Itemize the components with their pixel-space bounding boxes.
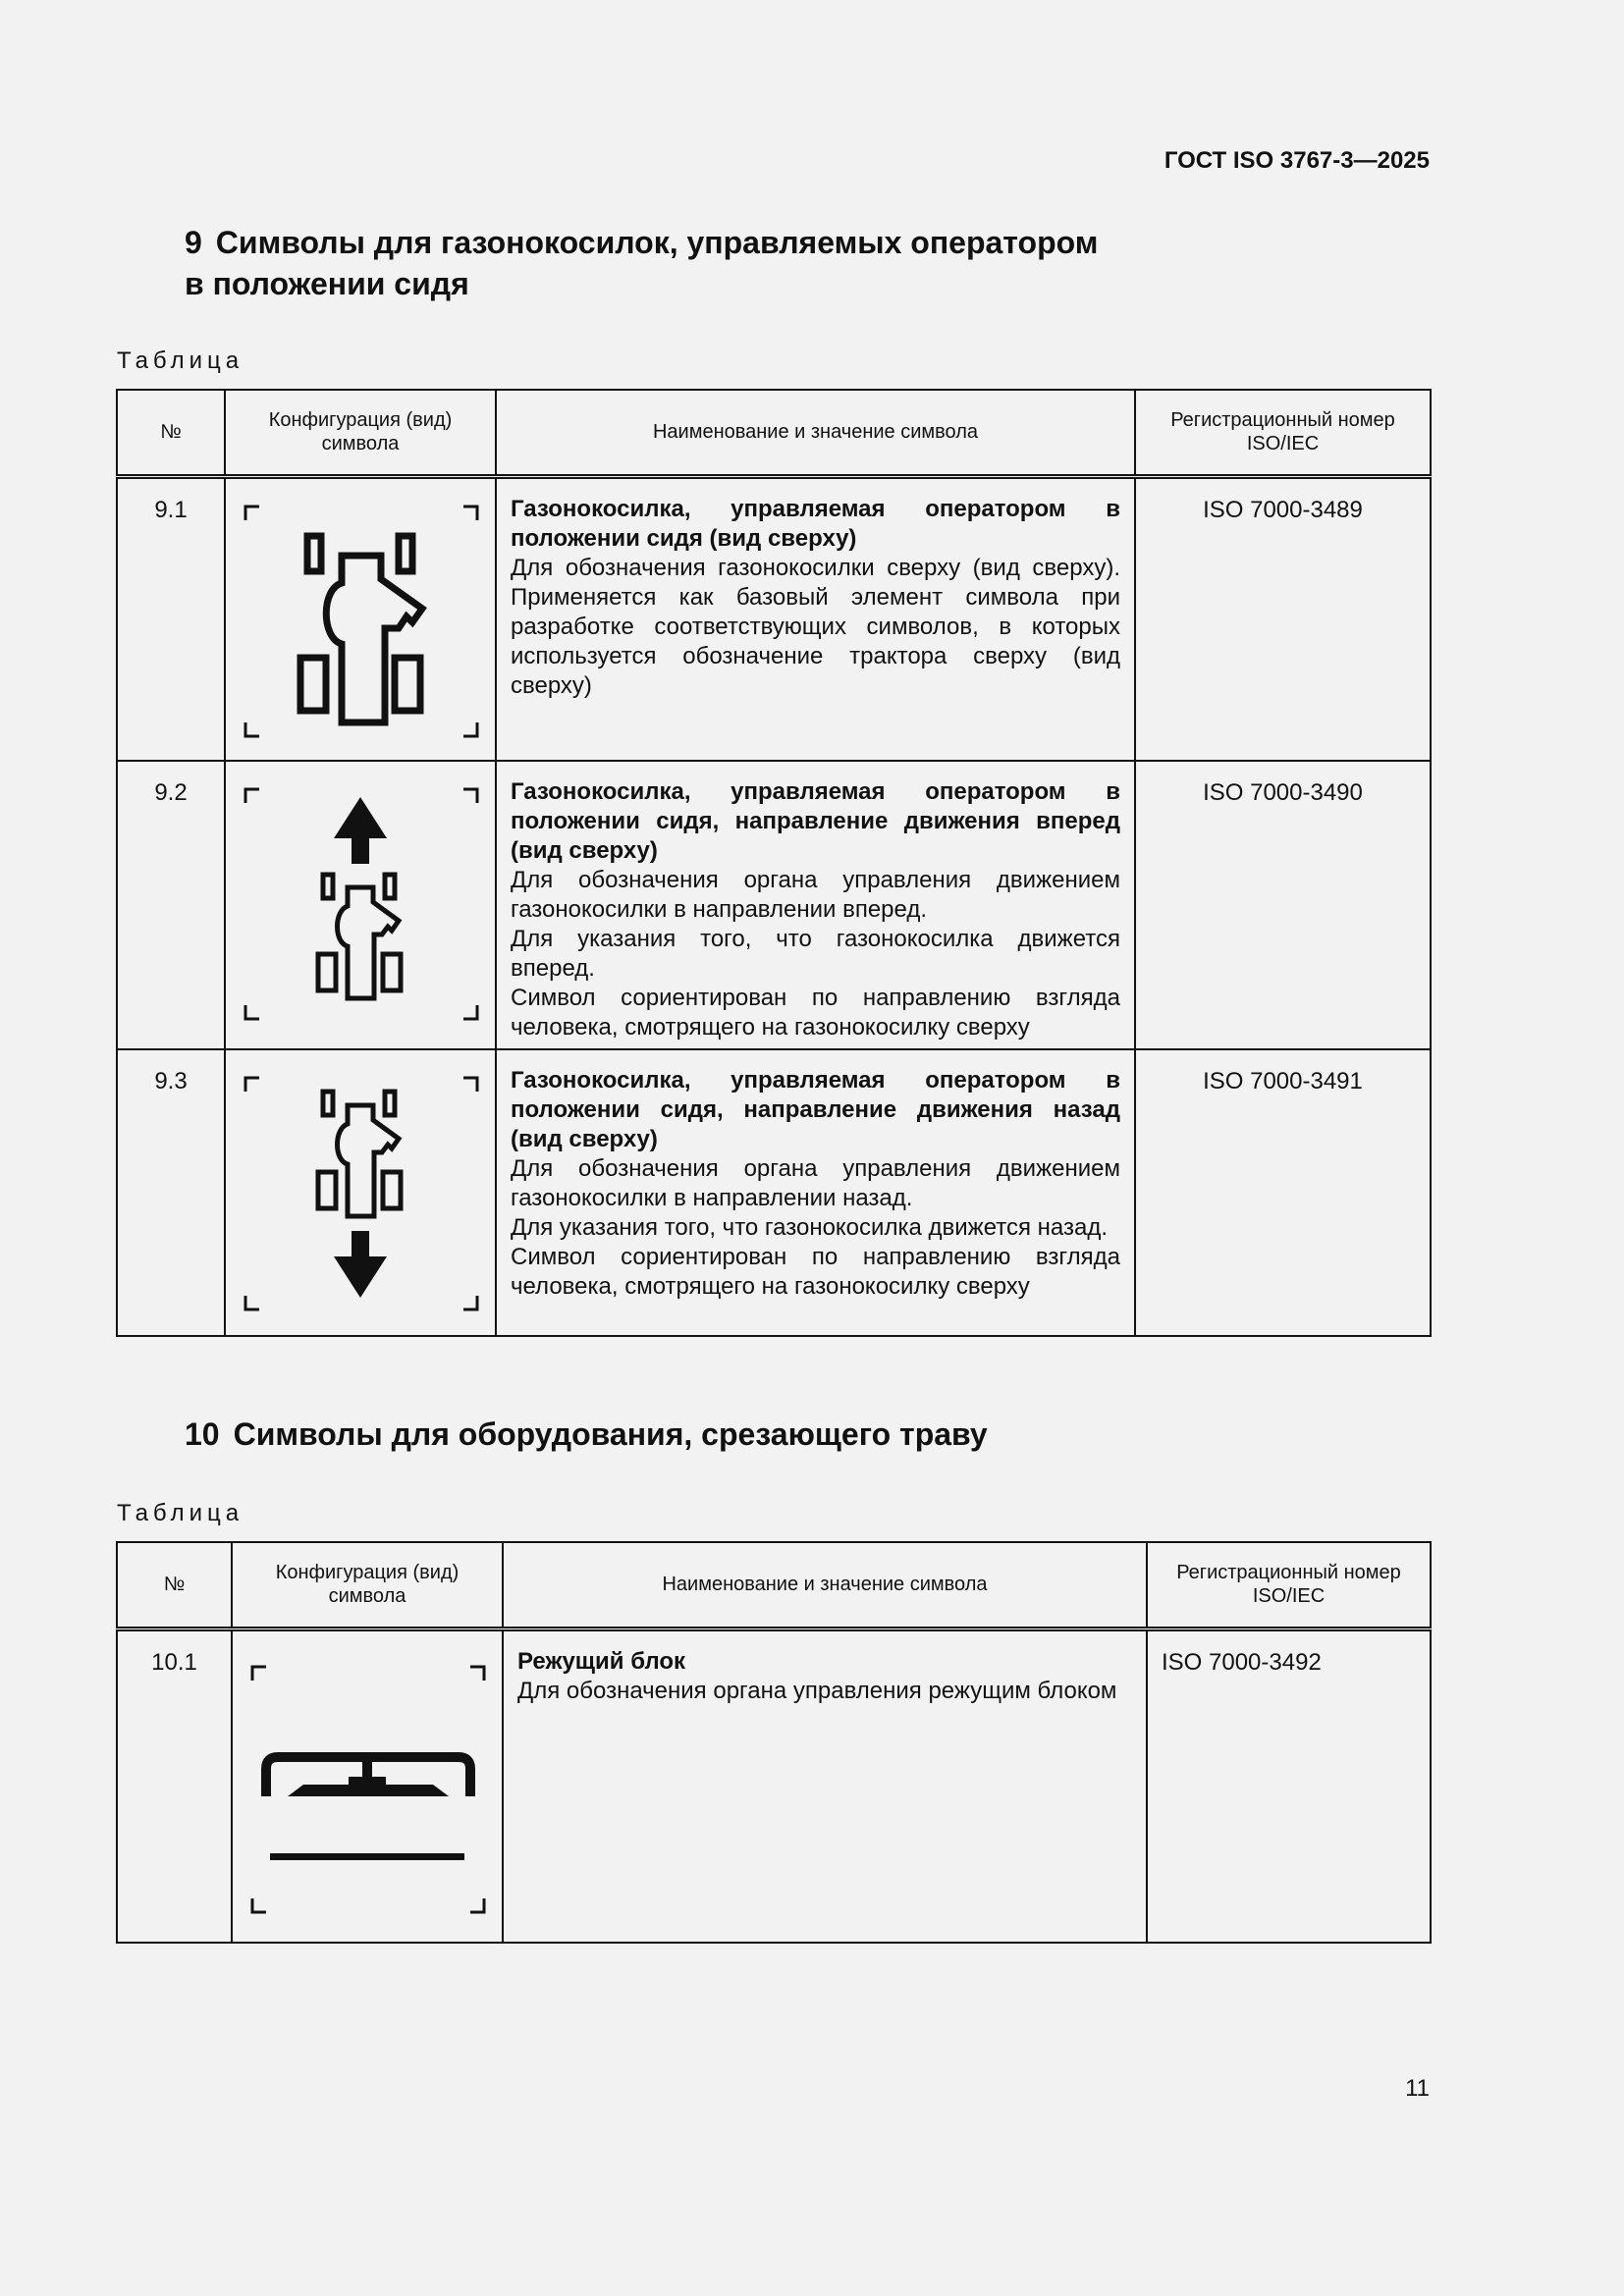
registration-number: ISO 7000-3490: [1135, 761, 1431, 1049]
symbol-cell: [225, 476, 496, 761]
column-header-config: Конфигурация (вид) символа: [225, 390, 496, 476]
column-header-reg: Регистрационный номер ISO/IEC: [1147, 1542, 1431, 1629]
cutting-unit-icon: [233, 1631, 504, 1946]
symbol-name: Газонокосилка, управляемая оператором в положении сидя, направление движения назад (вид сверху): [511, 1067, 1120, 1152]
section-10-title: [185, 1414, 988, 1455]
table-header-row: [117, 390, 1431, 476]
symbols-table-section-9: [116, 389, 1432, 1337]
section-title-line-1: Символы для газонокосилок, управляемых оператором: [215, 225, 1099, 260]
table-row: [117, 476, 1431, 761]
symbol-name: Газонокосилка, управляемая оператором в положении сидя, направление движения вперед (вид сверху): [511, 778, 1120, 864]
symbol-cell: [225, 1049, 496, 1336]
section-title-text: Символы для оборудования, срезающего траву: [233, 1416, 988, 1452]
column-header-no: №: [117, 390, 225, 476]
section-title-line-2: в положении сидя: [185, 266, 469, 301]
row-number: 10.1: [117, 1629, 232, 1943]
column-header-config: Конфигурация (вид) символа: [232, 1542, 503, 1629]
symbol-meaning: Для обозначения органа управления режущим блоком: [517, 1677, 1117, 1704]
symbol-description: [496, 1049, 1135, 1336]
column-header-reg: Регистрационный номер ISO/IEC: [1135, 390, 1431, 476]
mower-reverse-icon: [226, 1050, 497, 1337]
column-header-name: Наименование и значение символа: [496, 390, 1135, 476]
symbol-meaning: Символ сориентирован по направлению взгляда человека, смотрящего на газонокосилку сверху: [511, 985, 1120, 1041]
symbol-name: Газонокосилка, управляемая оператором в положении сидя (вид сверху): [511, 495, 1120, 552]
table-row: [117, 1049, 1431, 1336]
row-number: 9.1: [117, 476, 225, 761]
symbol-description: [503, 1629, 1147, 1943]
section-number: 9: [185, 225, 202, 260]
mower-top-view-icon: [226, 479, 497, 764]
arrow-down-icon: [334, 1231, 387, 1298]
symbol-meaning: Для указания того, что газонокосилка движется назад.: [511, 1214, 1108, 1241]
symbols-table-section-10: [116, 1541, 1432, 1944]
document-standard-number: ГОСТ ISO 3767-3—2025: [1164, 147, 1430, 174]
table-header-row: [117, 1542, 1431, 1629]
section-9-title: [185, 222, 1098, 304]
arrow-up-icon: [334, 797, 387, 864]
table-label: Таблица: [117, 347, 244, 374]
mower-forward-icon: [226, 762, 497, 1046]
registration-number: ISO 7000-3492: [1147, 1629, 1431, 1943]
table-row: [117, 1629, 1431, 1943]
row-number: 9.2: [117, 761, 225, 1049]
symbol-meaning: Символ сориентирован по направлению взгляда человека, смотрящего на газонокосилку сверху: [511, 1244, 1120, 1300]
registration-number: ISO 7000-3489: [1135, 476, 1431, 761]
symbol-cell: [225, 761, 496, 1049]
registration-number: ISO 7000-3491: [1135, 1049, 1431, 1336]
symbol-description: [496, 476, 1135, 761]
symbol-meaning: Для указания того, что газонокосилка движется вперед.: [511, 926, 1120, 982]
table-row: [117, 761, 1431, 1049]
column-header-no: №: [117, 1542, 232, 1629]
table-label: Таблица: [117, 1500, 244, 1526]
symbol-cell: [232, 1629, 503, 1943]
row-number: 9.3: [117, 1049, 225, 1336]
symbol-name: Режущий блок: [517, 1647, 686, 1675]
symbol-meaning: Для обозначения органа управления движением газонокосилки в направлении назад.: [511, 1155, 1120, 1211]
column-header-name: Наименование и значение символа: [503, 1542, 1147, 1629]
section-number: 10: [185, 1416, 220, 1452]
symbol-meaning: Для обозначения газонокосилки сверху (вид сверху). Применяется как базовый элемент символа при разработке соответствующих символов, в которых используется обозначение трактора сверху (вид сверху): [511, 554, 1120, 699]
symbol-description: [496, 761, 1135, 1049]
symbol-meaning: Для обозначения органа управления движением газонокосилки в направлении вперед.: [511, 867, 1120, 923]
page-number: 11: [1405, 2075, 1430, 2102]
